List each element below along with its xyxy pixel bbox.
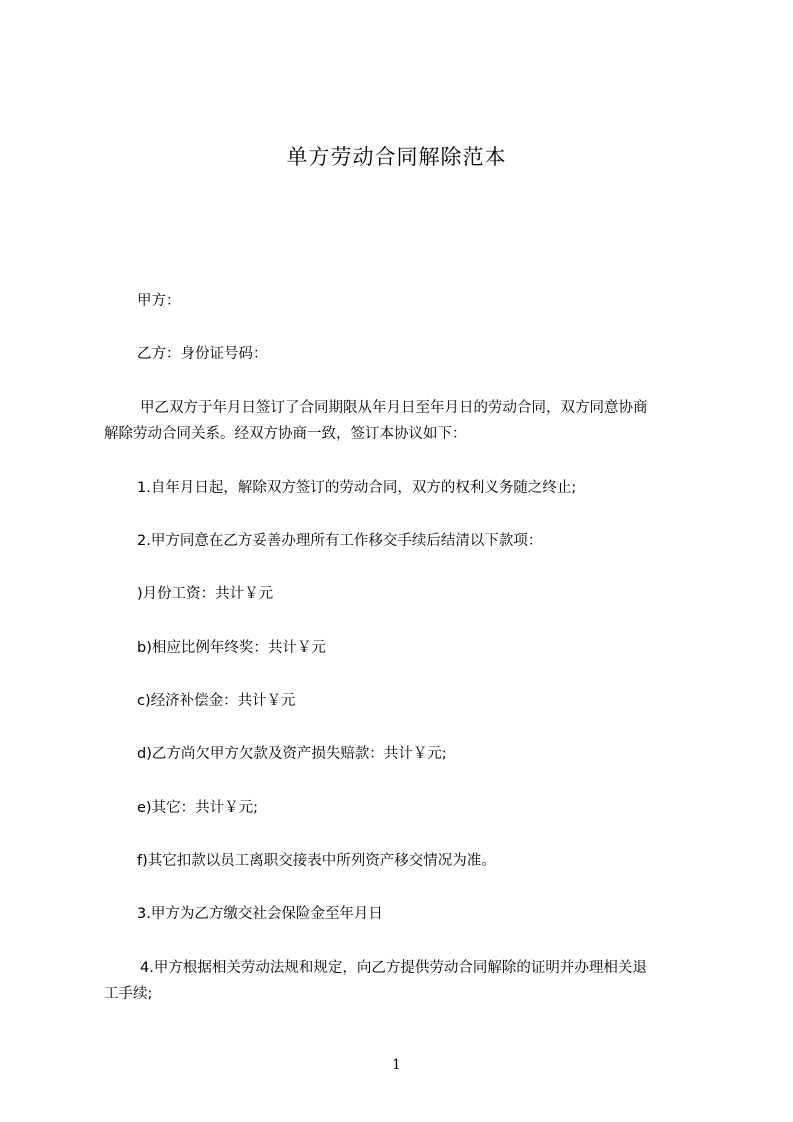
clause-4-line-2 — [104, 981, 716, 1007]
party-b-label: 乙方：身份证号码： — [137, 346, 268, 362]
clause-1 — [104, 475, 716, 501]
party-a-line — [104, 288, 716, 314]
preamble-line-2 — [104, 421, 716, 447]
document-title: 单方劳动合同解除范本 — [286, 145, 507, 169]
clause-3 — [104, 901, 716, 927]
item-b-text: b)相应比例年终奖：共计￥元 — [137, 640, 326, 656]
item-d-text: d)乙方尚欠甲方欠款及资产损失赔款：共计￥元; — [137, 746, 447, 762]
clause-4-text-1: 4.甲方根据相关劳动法规和规定，向乙方提供劳动合同解除的证明并办理相关退 — [140, 960, 647, 976]
item-e-text: e)其它：共计￥元; — [137, 800, 258, 816]
clause-4-line-1 — [104, 955, 716, 981]
clause-2-text: 2.甲方同意在乙方妥善办理所有工作移交手续后结清以下款项： — [137, 533, 543, 549]
item-a — [104, 581, 716, 607]
party-b-line — [104, 341, 716, 367]
clause-2 — [104, 528, 716, 554]
preamble-text-1: 甲乙双方于年月日签订了合同期限从年月日至年月日的劳动合同，双方同意协商 — [140, 400, 648, 416]
item-c-text: c)经济补偿金：共计￥元 — [137, 693, 296, 709]
clause-4-text-2: 工手续; — [104, 986, 153, 1002]
item-e — [104, 795, 716, 821]
clause-1-text: 1.自年月日起，解除双方签订的劳动合同，双方的权利义务随之终止; — [137, 480, 577, 496]
clause-3-text: 3.甲方为乙方缴交社会保险金至年月日 — [137, 906, 383, 922]
item-d — [104, 741, 716, 767]
item-f — [104, 848, 716, 874]
page-number: 1 — [392, 1057, 401, 1073]
item-b — [104, 635, 716, 661]
preamble-line-1 — [104, 395, 716, 421]
party-a-label: 甲方： — [137, 293, 181, 309]
preamble-text-2: 解除劳动合同关系。经双方协商一致，签订本协议如下： — [104, 426, 467, 442]
item-a-text: )月份工资：共计￥元 — [137, 586, 274, 602]
item-f-text: f)其它扣款以员工离职交接表中所列资产移交情况为准。 — [137, 853, 496, 869]
item-c — [104, 688, 716, 714]
